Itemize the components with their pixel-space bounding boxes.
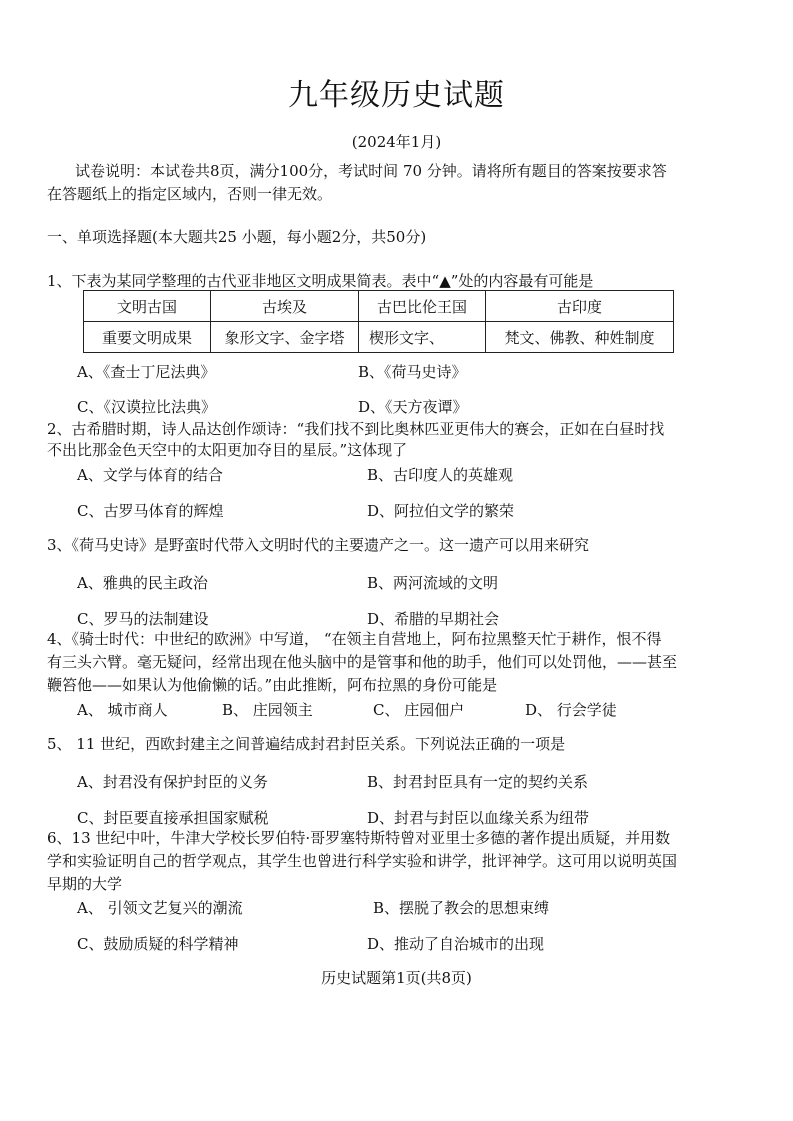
q4-line-2: 有三头六臂。毫无疑问，经常出现在他头脑中的是管事和他的助手，他们可以处罚他，——甚至 [47,653,678,671]
table-cell: 象形文字、金字塔 [211,322,359,353]
page-footer: 历史试题第1页(共8页) [321,969,472,987]
q2-option-b: B、古印度人的英雄观 [367,466,514,484]
q6-line-2: 学和实验证明自己的哲学观点，其学生也曾进行科学实验和讲学，批评神学。这可用以说明英国 [47,852,678,870]
table-cell: 重要文明成果 [84,322,211,353]
q4-option-d: D、 行会学徒 [525,701,617,719]
q3-stem: 3、《荷马史诗》是野蛮时代带入文明时代的主要遗产之一。这一遗产可以用来研究 [47,536,590,554]
q2-option-d: D、阿拉伯文学的繁荣 [367,502,515,520]
table-cell: 古印度 [486,291,674,322]
q1-option-d: D、《天方夜谭》 [358,398,468,416]
page-title: 九年级历史试题 [288,78,505,113]
q6-option-c: C、鼓励质疑的科学精神 [77,935,239,953]
q3-option-d: D、希腊的早期社会 [367,610,500,628]
table-cell: 古巴比伦王国 [359,291,486,322]
q3-option-b: B、两河流域的文明 [367,574,499,592]
section-heading: 一、单项选择题(本大题共25 小题，每小题2分，共50分) [47,228,427,246]
exam-date: (2024年1月) [351,133,442,151]
q5-option-a: A、封君没有保护封臣的义务 [77,773,268,791]
q5-stem: 5、 11 世纪，西欧封建主之间普遍结成封君封臣关系。下列说法正确的一项是 [47,735,566,753]
q1-option-b: B、《荷马史诗》 [358,363,467,381]
instructions-line-2: 在答题纸上的指定区域内，否则一律无效。 [47,185,333,203]
q5-option-d: D、封君与封臣以血缘关系为纽带 [367,809,590,827]
q1-stem: 1、下表为某同学整理的古代亚非地区文明成果简表。表中“▲”处的内容最有可能是 [47,272,594,290]
table-row [84,322,674,353]
q6-option-d: D、推动了自治城市的出现 [367,935,545,953]
q3-option-c: C、罗马的法制建设 [77,610,209,628]
q5-option-c: C、封臣要直接承担国家赋税 [77,809,269,827]
q2-option-a: A、文学与体育的结合 [77,466,223,484]
q1-option-c: C、《汉谟拉比法典》 [77,398,216,416]
q1-option-a: A、《查士丁尼法典》 [77,363,216,381]
q4-line-1: 4、《骑士时代：中世纪的欧洲》中写道， “在领主自营地上，阿布拉黑整天忙于耕作，恨不得 [47,630,662,648]
table-cell: 文明古国 [84,291,211,322]
q5-option-b: B、封君封臣具有一定的契约关系 [367,773,589,791]
q4-option-a: A、 城市商人 [77,701,168,719]
table-cell: 古埃及 [211,291,359,322]
instructions-line-1: 试卷说明：本试卷共8页，满分100分，考试时间 70 分钟。请将所有题目的答案按要求答 [75,162,667,180]
q2-line-2: 不出比那金色天空中的太阳更加夺目的星辰。”这体现了 [47,441,408,459]
table-cell: 梵文、佛教、种姓制度 [486,322,674,353]
q2-option-c: C、古罗马体育的辉煌 [77,502,224,520]
q6-line-1: 6、13 世纪中叶，牛津大学校长罗伯特·哥罗塞特斯特曾对亚里士多德的著作提出质疑，并用数 [47,829,671,847]
table-cell: 楔形文字、 [359,322,486,353]
civilization-table [83,290,674,353]
q4-line-3: 鞭笞他——如果认为他偷懒的话。”由此推断，阿布拉黑的身份可能是 [47,676,498,694]
q3-option-a: A、雅典的民主政治 [77,574,208,592]
q6-option-b: B、摆脱了教会的思想束缚 [373,899,550,917]
q6-line-3: 早期的大学 [47,875,123,893]
q4-option-b: B、 庄园领主 [222,701,313,719]
q2-line-1: 2、古希腊时期，诗人品达创作颂诗：“我们找不到比奥林匹亚更伟大的赛会，正如在白昼时找 [47,420,665,438]
q6-option-a: A、 引领文艺复兴的潮流 [77,899,243,917]
table-header-row [84,291,674,322]
q4-option-c: C、 庄园佃户 [373,701,465,719]
